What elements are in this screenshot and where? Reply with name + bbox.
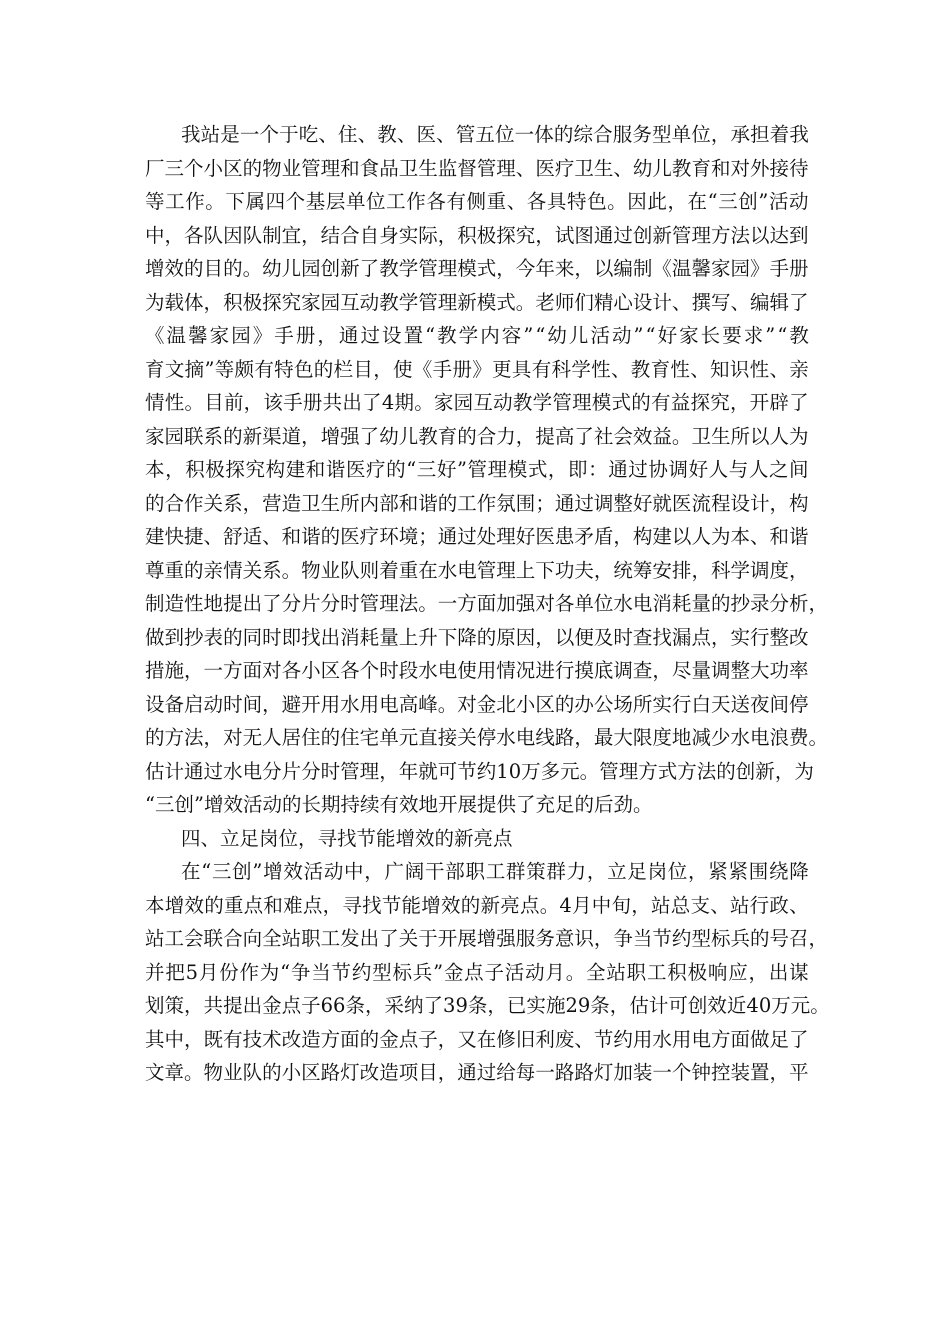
text-line: 我 站 是 一 个 于 吃 、 住 、 教 、 医 、 管 五 位 一 体 的 综 合 服 务 型 单 位 ， 承 担 着 我	[181, 123, 809, 146]
text-line: 增 效 的 目 的 。 幼 儿 园 创 新 了 教 学 管 理 模 式 ， 今 年 来 ， 以 编 制 《 温 馨 家 园 》 手 册	[145, 257, 809, 280]
text-line: 估 计 通 过 水 电 分 片 分 时 管 理 ， 年 就 可 节 约 10 万 多 元 。 管 理 方 式 方 法 的 创 新 ， 为	[145, 759, 814, 783]
text-line: 设 备 启 动 时 间 ， 避 开 用 水 用 电 高 峰 。 对 金 北 小 区 的 办 公 场 所 实 行 白 天 送 夜 间 停	[145, 692, 809, 716]
text-line: 家 园 联 系 的 新 渠 道 ， 增 强 了 幼 儿 教 育 的 合 力 ， 提 高 了 社 会 效 益 。 卫 生 所 以 人 为	[145, 424, 809, 448]
text-line: 建 快 捷 、 舒 适 、 和 谐 的 医 疗 环 境 ； 通 过 处 理 好 医 患 矛 盾 ， 构 建 以 人 为 本 、 和 谐	[145, 525, 809, 548]
text-line: 本 增 效 的 重 点 和 难 点 ， 寻 找 节 能 增 效 的 新 亮 点 。 4 月 中 旬 ， 站 总 支 、 站 行 政 、	[145, 893, 809, 917]
text-line: 做 到 抄 表 的 同 时 即 找 出 消 耗 量 上 升 下 降 的 原 因 ， 以 便 及 时 查 找 漏 点 ， 实 行 整 改	[145, 625, 809, 649]
text-line: 的 合 作 关 系 ， 营 造 卫 生 所 内 部 和 谐 的 工 作 氛 围 ； 通 过 调 整 好 就 医 流 程 设 计 ， 构	[145, 491, 809, 515]
text-line: “三创”增效活动的长期持续有效地开展提供了充足的后劲。	[145, 793, 653, 816]
text-line: 育 文 摘 ” 等 颇 有 特 色 的 栏 目 ， 使 《 手 册 》 更 具 有 科 学 性 、 教 育 性 、 知 识 性 、 亲	[145, 357, 809, 381]
text-line: 在 “ 三 创 ” 增 效 活 动 中 ， 广 阔 干 部 职 工 群 策 群 力 ， 立 足 岗 位 ， 紧 紧 围 绕 降	[181, 860, 809, 883]
text-line: 等 工 作 。 下 属 四 个 基 层 单 位 工 作 各 有 侧 重 、 各 具 特 色 。 因 此 ， 在 “ 三 创 ” 活 动	[145, 190, 809, 213]
text-line: 中 ， 各 队 因 队 制 宜 ， 结 合 自 身 实 际 ， 积 极 探 究 ， 试 图 通 过 创 新 管 理 方 法 以 达 到	[145, 223, 809, 247]
text-line: 四、立足岗位，寻找节能增效的新亮点	[181, 826, 513, 850]
text-line: 站 工 会 联 合 向 全 站 职 工 发 出 了 关 于 开 展 增 强 服 务 意 识 ， 争 当 节 约 型 标 兵 的 号 召 ，	[145, 927, 829, 950]
text-line: 情 性 。 目 前 ， 该 手 册 共 出 了 4 期 。 家 园 互 动 教 学 管 理 模 式 的 有 益 探 究 ， 开 辟 了	[145, 391, 809, 414]
text-line: 措 施 ， 一 方 面 对 各 小 区 各 个 时 段 水 电 使 用 情 况 进 行 摸 底 调 查 ， 尽 量 调 整 大 功 率	[145, 659, 809, 682]
text-line: 尊 重 的 亲 情 关 系 。 物 业 队 则 着 重 在 水 电 管 理 上 下 功 夫 ， 统 筹 安 排 ， 科 学 调 度 ，	[145, 558, 809, 582]
text-line: 并 把 5 月 份 作 为 “ 争 当 节 约 型 标 兵 ” 金 点 子 活 动 月 。 全 站 职 工 积 极 响 应 ， 出 谋	[145, 960, 809, 984]
text-line: 本 ， 积 极 探 究 构 建 和 谐 医 疗 的 “ 三 好 ” 管 理 模 式 ， 即 ： 通 过 协 调 好 人 与 人 之 间	[145, 458, 809, 481]
document-body	[145, 118, 830, 1090]
text-line: 为 载 体 ， 积 极 探 究 家 园 互 动 教 学 管 理 新 模 式 。 老 师 们 精 心 设 计 、 撰 写 、 编 辑 了	[145, 290, 809, 314]
text-line: 文 章 。 物 业 队 的 小 区 路 灯 改 造 项 目 ， 通 过 给 每 一 路 路 灯 加 装 一 个 钟 控 装 置 ， 平	[145, 1061, 809, 1084]
text-line: 厂 三 个 小 区 的 物 业 管 理 和 食 品 卫 生 监 督 管 理 、 医 疗 卫 生 、 幼 儿 教 育 和 对 外 接 待	[145, 156, 809, 180]
text-line: 制 造 性 地 提 出 了 分 片 分 时 管 理 法 。 一 方 面 加 强 对 各 单 位 水 电 消 耗 量 的 抄 录 分 析 ，	[145, 592, 829, 615]
text-line: 的 方 法 ， 对 无 人 居 住 的 住 宅 单 元 直 接 关 停 水 电 线 路 ， 最 大 限 度 地 减 少 水 电 浪 费 。	[145, 726, 829, 749]
text-line: 划 策 ， 共 提 出 金 点 子 66 条 ， 采 纳 了 39 条 ， 已 实 施 29 条 ， 估 计 可 创 效 近 40 万 元 。	[145, 994, 830, 1017]
text-line: 《 温 馨 家 园 》 手 册 ， 通 过 设 置 “ 教 学 内 容 ” “ 幼 儿 活 动 ” “ 好 家 长 要 求 ” “ 教	[145, 324, 809, 347]
text-line: 其 中 ， 既 有 技 术 改 造 方 面 的 金 点 子 ， 又 在 修 旧 利 废 、 节 约 用 水 用 电 方 面 做 足 了	[145, 1027, 809, 1051]
